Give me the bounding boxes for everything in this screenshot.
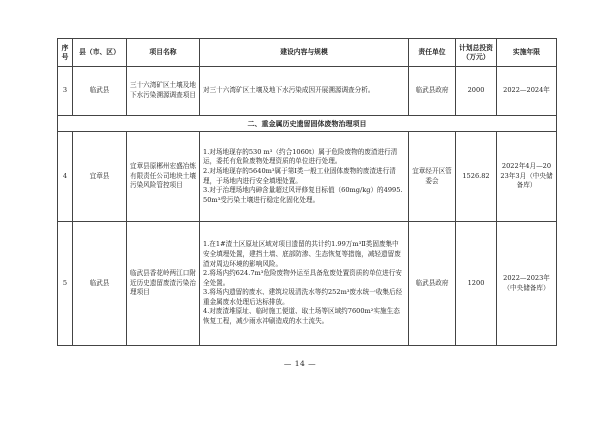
table-header-row xyxy=(58,39,557,67)
table-row xyxy=(58,132,557,222)
content-line: 1.在1#渣土区原址区域对项目遗留的共计约1.99万m³Ⅱ类固废集中安全填埋处置，建挡土墙、底部防渗、生态恢复等措施，减轻遗留废渣对周边环境的影响风险。 xyxy=(203,240,401,268)
header-period: 实施年限 xyxy=(497,39,557,67)
cell-no: 4 xyxy=(58,132,73,222)
cell-invest: 2000 xyxy=(456,67,497,116)
table-row xyxy=(58,222,557,346)
cell-content xyxy=(200,222,409,346)
section-row xyxy=(58,116,557,132)
cell-content: 对三十六湾矿区土壤及地下水污染成因开展溯源调查分析。 xyxy=(200,67,409,116)
content-line: 2.对场地现存的5640m³属于第Ⅰ类一般工业固体废物的废渣进行清理，于场地内进行安全填埋处置。 xyxy=(203,166,396,185)
content-line: 3.对于治理场地内砷含量超过风评修复目标值（60mg/kg）的4995.50m³受污染土壤进行稳定化固化处理。 xyxy=(203,186,403,204)
header-unit: 责任单位 xyxy=(409,39,456,67)
cell-project: 三十六湾矿区土壤及地下水污染溯源调查项目 xyxy=(127,67,200,116)
cell-invest: 1200 xyxy=(456,222,497,346)
header-content: 建设内容与规模 xyxy=(200,39,409,67)
cell-period: 2022—2024年 xyxy=(497,67,557,116)
cell-invest: 1526.82 xyxy=(456,132,497,222)
cell-project: 宜章县原郴州宏盛冶炼有限责任公司地块土壤污染风险管控项目 xyxy=(127,132,200,222)
cell-unit: 临武县政府 xyxy=(409,67,456,116)
cell-period: 2022年4月—2023年3月（中央储备库） xyxy=(497,132,557,222)
cell-project: 临武县香花岭两江口附近历史遗留废渣污染治理项目 xyxy=(127,222,200,346)
content-line: 1.对场地现存的530 m³（约合1060t）属于危险废物的废渣进行清运，委托有危险废物处理资质的单位进行处理。 xyxy=(203,147,398,166)
cell-county: 宜章县 xyxy=(73,132,127,222)
header-county: 县（市、区） xyxy=(73,39,127,67)
section-title: 二、重金属历史遗留固体废物治理项目 xyxy=(58,116,557,132)
cell-no: 5 xyxy=(58,222,73,346)
cell-no: 3 xyxy=(58,67,73,116)
cell-content xyxy=(200,132,409,222)
content-line: 3.将场内遗留的废水、建筑垃圾清洗水等约252m³废水统一收集后经重金属废水处理后达标排放。 xyxy=(203,288,403,306)
table-row xyxy=(58,67,557,116)
cell-county: 临武县 xyxy=(73,67,127,116)
cell-period: 2022—2023年（中央储备库） xyxy=(497,222,557,346)
header-project: 项目名称 xyxy=(127,39,200,67)
page-number: — 14 — xyxy=(283,359,317,368)
content-line: 4.对废渣堆原址、临时施工便道、取土场等区域约7600m²实施生态恢复工程，减少雨水冲刷造成的水土流失。 xyxy=(203,307,400,326)
content-line: 2.将场内约624.7m³危险废物外运至具备危废处置资质的单位进行安全处置。 xyxy=(203,269,402,287)
project-table xyxy=(57,38,557,346)
header-no: 序号 xyxy=(58,39,73,67)
cell-unit: 宜章经开区管委会 xyxy=(409,132,456,222)
cell-unit: 临武县政府 xyxy=(409,222,456,346)
header-invest: 计划总投资（万元） xyxy=(456,39,497,67)
cell-county: 临武县 xyxy=(73,222,127,346)
